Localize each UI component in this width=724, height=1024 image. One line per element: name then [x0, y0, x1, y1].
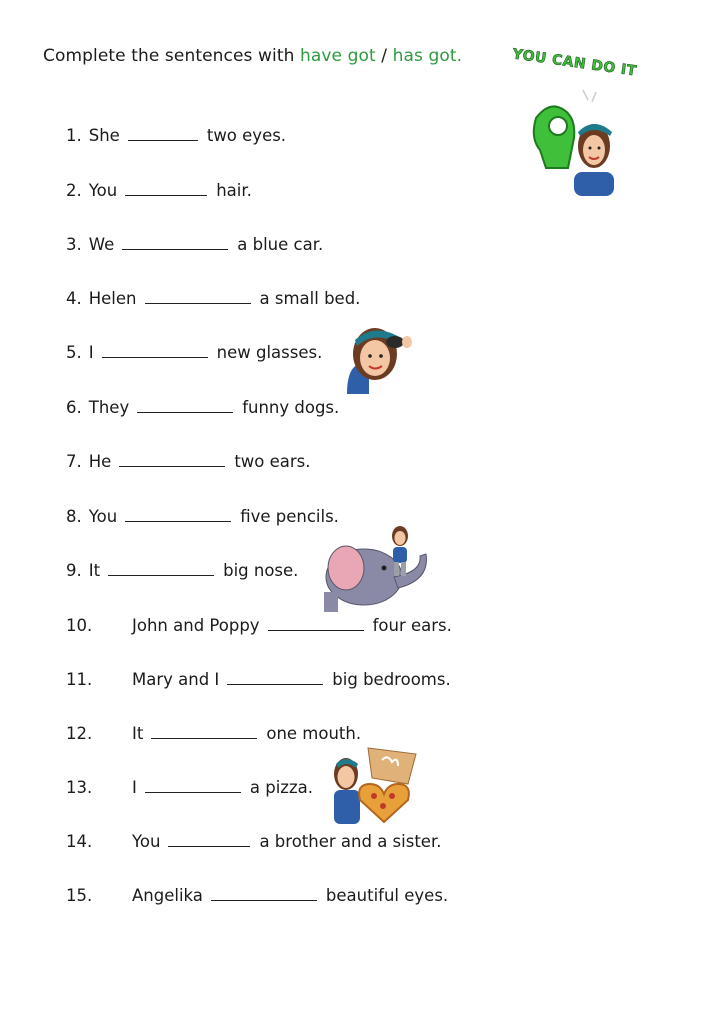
item-completion: four ears. [372, 616, 452, 635]
answer-blank[interactable] [122, 248, 228, 250]
instruction-text: Complete the sentences with [43, 46, 300, 66]
item-subject: They [88, 398, 130, 417]
item-number: 1. [66, 126, 82, 145]
item-completion: hair. [216, 181, 252, 200]
item-subject: Mary and I [132, 670, 220, 689]
item-number: 13. [66, 778, 93, 797]
exercise-item [66, 289, 360, 308]
item-number: 3. [66, 235, 82, 254]
item-number: 4. [66, 289, 82, 308]
option-separator: / [375, 46, 393, 66]
item-subject: I [88, 343, 94, 362]
item-subject: He [88, 452, 112, 471]
item-completion: beautiful eyes. [325, 886, 449, 905]
item-number: 12. [66, 724, 93, 743]
item-number: 10. [66, 616, 93, 635]
item-number: 14. [66, 832, 93, 851]
item-number: 9. [66, 561, 82, 580]
exercise-item [66, 724, 361, 743]
item-number: 15. [66, 886, 93, 905]
item-subject: I [132, 778, 137, 797]
item-subject: Angelika [132, 886, 203, 905]
ok-hand-avatar-icon [528, 88, 618, 196]
instruction-title [43, 46, 462, 66]
exercise-item [66, 507, 339, 526]
answer-blank[interactable] [268, 629, 364, 631]
item-number: 5. [66, 343, 82, 362]
pizza-avatar-icon [332, 744, 418, 824]
item-completion: two ears. [234, 452, 311, 471]
answer-blank[interactable] [102, 356, 208, 358]
item-completion: new glasses. [216, 343, 323, 362]
item-subject: John and Poppy [132, 616, 260, 635]
item-subject: You [88, 507, 118, 526]
item-subject: She [88, 126, 120, 145]
you-can-do-it-badge: YOU CAN DO IT [511, 46, 638, 80]
option-have-got: have got [299, 46, 376, 66]
item-completion: a brother and a sister. [259, 832, 442, 851]
item-subject: You [88, 181, 118, 200]
item-completion: funny dogs. [242, 398, 340, 417]
item-subject: It [88, 561, 101, 580]
item-number: 7. [66, 452, 82, 471]
answer-blank[interactable] [151, 737, 257, 739]
answer-blank[interactable] [211, 899, 317, 901]
item-completion: a blue car. [237, 235, 324, 254]
item-completion: one mouth. [266, 724, 362, 743]
item-completion: big nose. [223, 561, 299, 580]
answer-blank[interactable] [227, 683, 323, 685]
exercise-item [66, 886, 448, 905]
answer-blank[interactable] [119, 465, 225, 467]
item-completion: a small bed. [259, 289, 361, 308]
item-completion: two eyes. [206, 126, 287, 145]
exercise-item [66, 561, 298, 580]
option-has-got: has got. [392, 46, 463, 66]
item-subject: We [88, 235, 115, 254]
exercise-item [66, 126, 286, 145]
item-completion: big bedrooms. [332, 670, 451, 689]
exercise-item [66, 778, 313, 797]
item-subject: Helen [88, 289, 137, 308]
answer-blank[interactable] [125, 194, 207, 196]
exercise-item [66, 398, 339, 417]
elephant-avatar-icon [324, 522, 430, 612]
item-subject: You [132, 832, 161, 851]
exercise-item [66, 616, 452, 635]
exercise-item [66, 452, 311, 471]
exercise-item [66, 670, 451, 689]
item-subject: It [132, 724, 144, 743]
sunglasses-avatar-icon [345, 318, 413, 394]
answer-blank[interactable] [108, 574, 214, 576]
item-completion: five pencils. [240, 507, 339, 526]
item-number: 11. [66, 670, 93, 689]
item-completion: a pizza. [249, 778, 313, 797]
answer-blank[interactable] [145, 791, 241, 793]
exercise-item [66, 343, 322, 362]
item-number: 6. [66, 398, 82, 417]
item-number: 8. [66, 507, 82, 526]
answer-blank[interactable] [168, 845, 250, 847]
exercise-item [66, 181, 252, 200]
exercise-item [66, 832, 441, 851]
answer-blank[interactable] [145, 302, 251, 304]
answer-blank[interactable] [137, 411, 233, 413]
answer-blank[interactable] [128, 139, 198, 141]
exercise-item [66, 235, 323, 254]
item-number: 2. [66, 181, 82, 200]
answer-blank[interactable] [125, 520, 231, 522]
